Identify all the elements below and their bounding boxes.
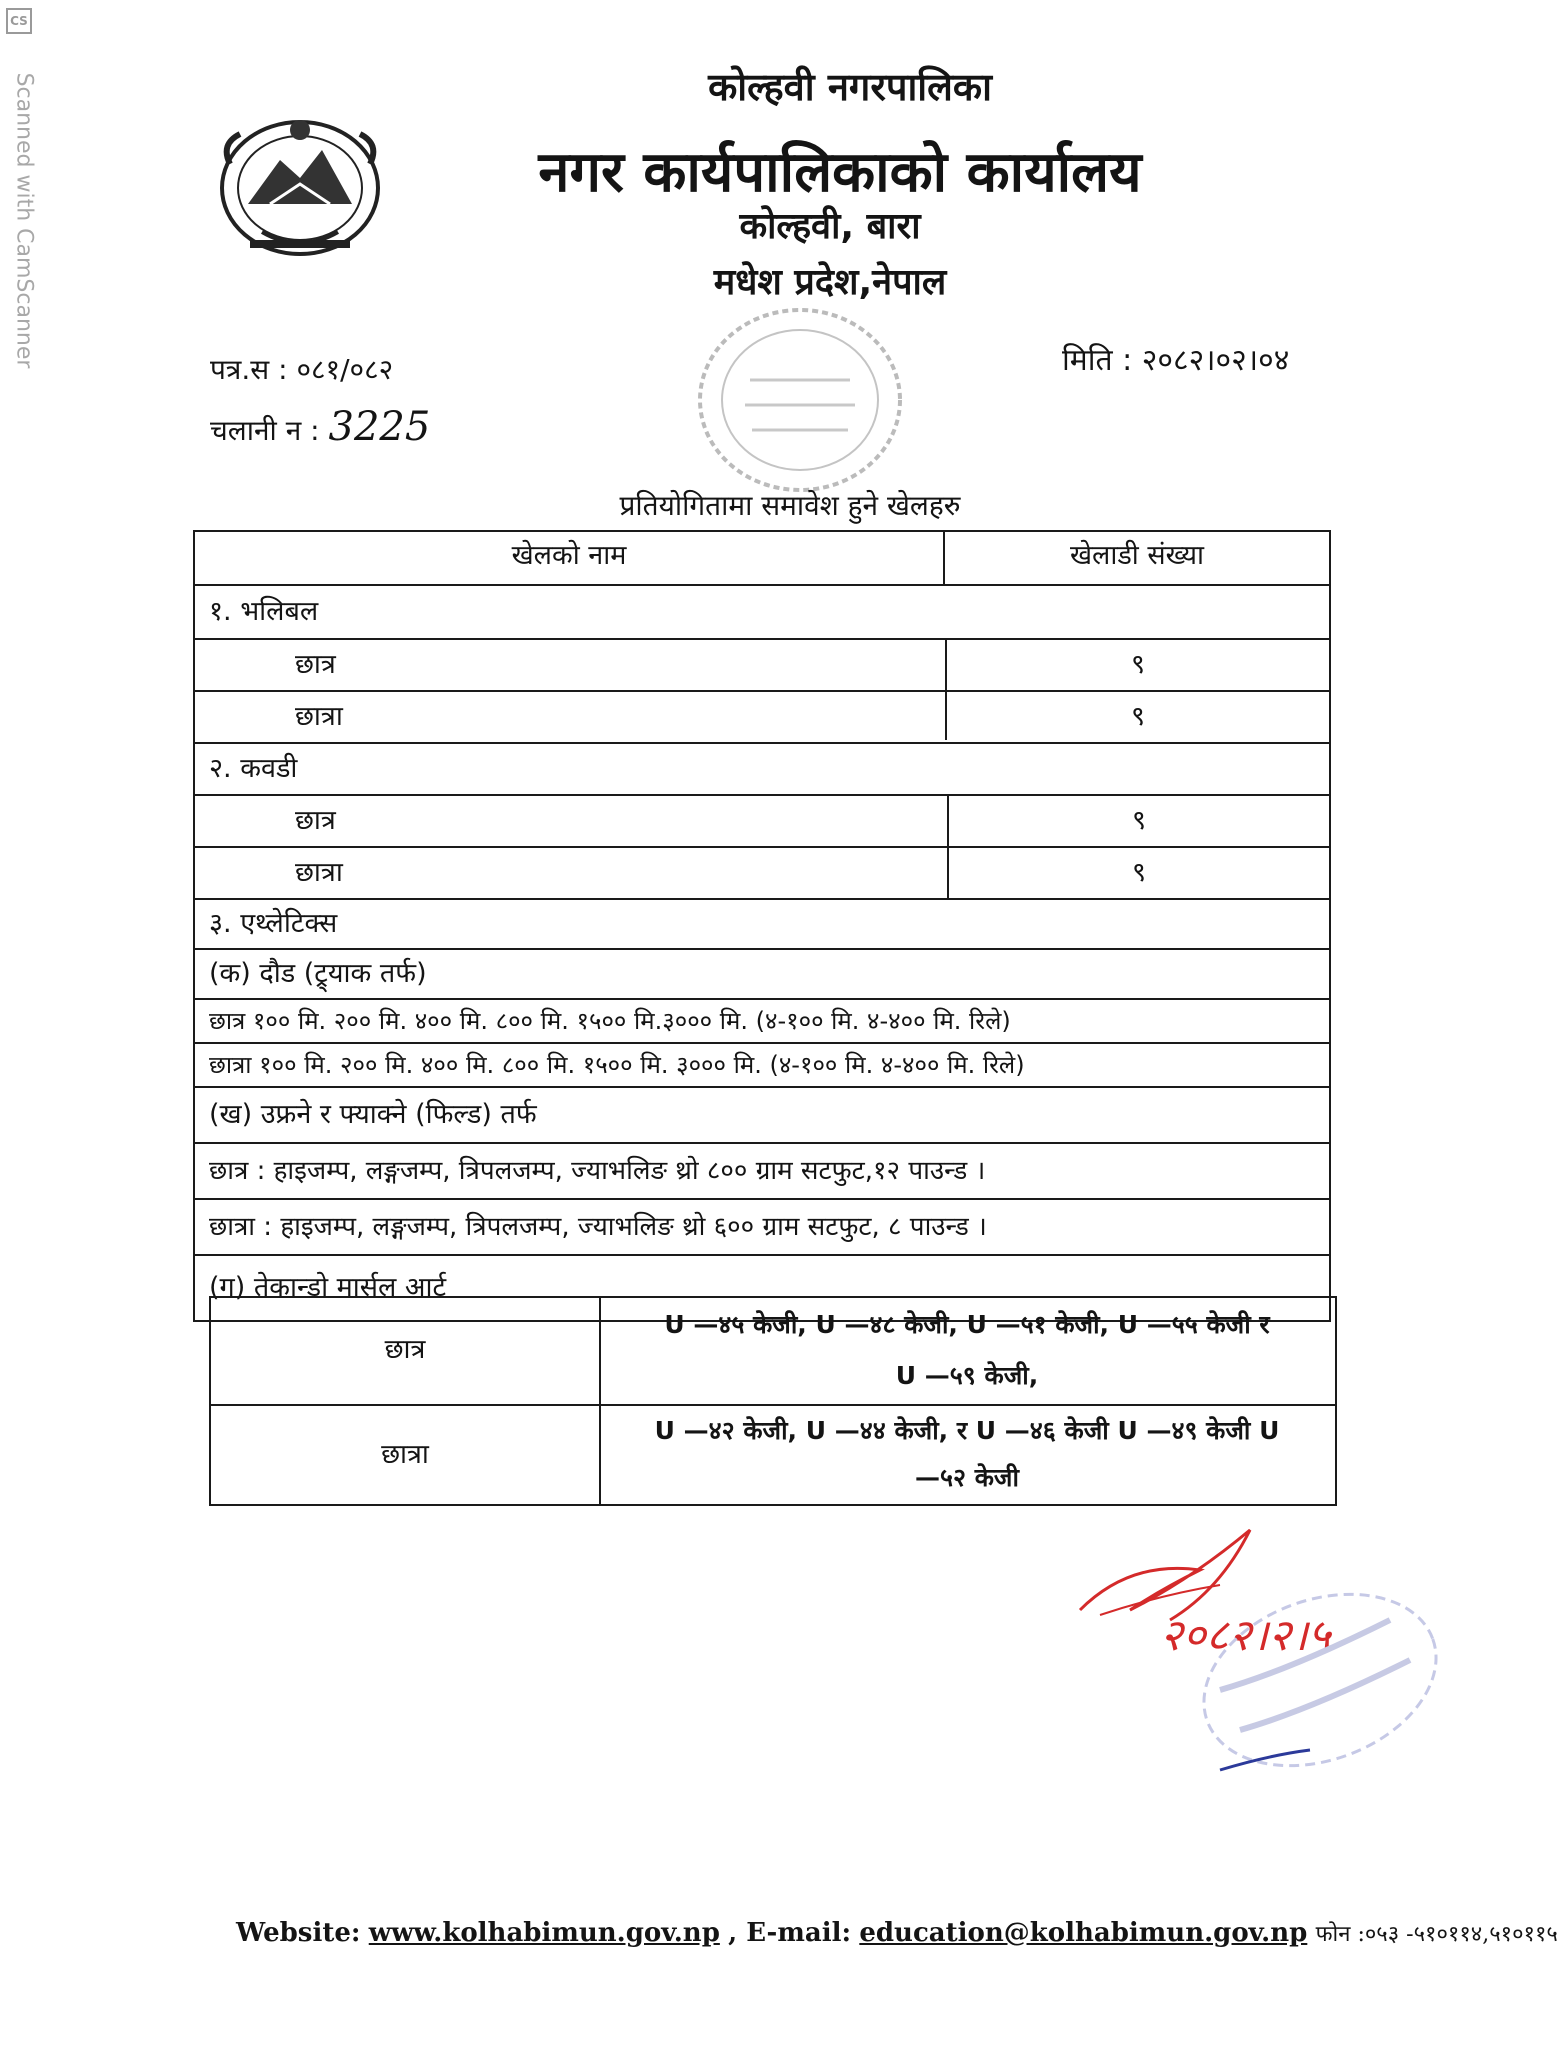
email-link[interactable]: education@kolhabimun.gov.np: [859, 1918, 1308, 1948]
taekwondo-boys-categories-2: U —५९ केजी,: [895, 1361, 1039, 1390]
letter-date: [1062, 338, 1289, 379]
office-stamp-icon: [690, 300, 910, 500]
nepal-emblem-icon: [210, 104, 390, 264]
letter-number: [210, 350, 393, 388]
taekwondo-girls: छात्रा: [211, 1404, 599, 1504]
header-count: खेलाडी संख्या: [1069, 540, 1205, 571]
taekwondo-boys: छात्र: [384, 1334, 426, 1365]
field-girls: छात्रा : हाइजम्प, लङ्गजम्प, त्रिपलजम्प, ज्याभलिङ थ्रो ६०० ग्राम सटफुट, ८ पाउन्ड ।: [195, 1198, 1331, 1254]
taekwondo-girls-categories-1: U —४२ केजी, U —४४ केजी, र U —४६ केजी U —४९ केजी U: [599, 1404, 1335, 1456]
website-label: Website:: [236, 1918, 361, 1948]
kabaddi-title: २. कवडी: [195, 742, 1331, 794]
volleyball-boys: छात्र: [195, 638, 945, 690]
signature-date: २०८२।२।५: [1160, 1610, 1331, 1661]
scanner-watermark: [4, 8, 37, 408]
dispatch-number-value: 3225: [328, 404, 431, 450]
kabaddi-girls: छात्रा: [195, 846, 947, 898]
volleyball-boys-count: ९: [945, 638, 1331, 690]
dispatch-number-label: चलानी न :: [210, 414, 320, 447]
taekwondo-boys-categories-1: U —४५ केजी, U —४८ केजी, U —५१ केजी, U —५५ केजी र: [664, 1310, 1270, 1339]
office-province: मधेश प्रदेश,नेपाल: [713, 262, 947, 303]
taekwondo-table: [209, 1296, 1337, 1506]
kabaddi-boys: छात्र: [195, 794, 947, 846]
phone-number: फोन :०५३ -५१०११४,५१०११५: [1315, 1922, 1558, 1947]
volleyball-girls: छात्रा: [195, 690, 945, 742]
field-boys: छात्र : हाइजम्प, लङ्गजम्प, त्रिपलजम्प, ज्याभलिङ थ्रो ८०० ग्राम सटफुट,१२ पाउन्ड ।: [195, 1142, 1331, 1198]
athletics-title: ३. एथ्लेटिक्स: [195, 898, 1331, 948]
volleyball-title: १. भलिबल: [195, 584, 1331, 638]
date-label: मिति :: [1062, 343, 1133, 378]
track-girls: छात्रा १०० मि. २०० मि. ४०० मि. ८०० मि. १५०० मि. ३००० मि. (४-१०० मि. ४-४०० मि. रिले): [195, 1042, 1331, 1086]
table-caption: प्रतियोगितामा समावेश हुने खेलहरु: [619, 489, 961, 522]
kabaddi-boys-count: ९: [947, 794, 1331, 846]
taekwondo-girls-categories-2: —५२ केजी: [915, 1463, 1019, 1492]
date-value: २०८२।०२।०४: [1141, 343, 1290, 378]
watermark-badge: CS: [6, 8, 32, 34]
watermark-text: Scanned with CamScanner: [11, 72, 37, 369]
office-location: कोल्हवी, बारा: [739, 206, 921, 247]
track-title: (क) दौड (ट्र्याक तर्फ): [195, 948, 1331, 998]
header-name: खेलको नाम: [511, 540, 627, 571]
taekwondo-title: (ग) तेकान्डो मार्सल आर्ट: [195, 1254, 1331, 1320]
volleyball-girls-count: ९: [945, 690, 1331, 742]
field-title: (ख) उफ्रने र फ्याक्ने (फिल्ड) तर्फ: [195, 1086, 1331, 1142]
dispatch-number: [210, 404, 430, 450]
website-link[interactable]: www.kolhabimun.gov.np: [368, 1918, 720, 1948]
sports-table: [193, 530, 1331, 1322]
email-label: , E-mail:: [728, 1918, 852, 1948]
municipality-name: कोल्हवी नगरपालिका: [708, 65, 992, 109]
signature-icon: [1070, 1500, 1450, 1800]
office-title: नगर कार्यपालिकाको कार्यालय: [538, 140, 1142, 205]
footer: [236, 1918, 1558, 1948]
kabaddi-girls-count: ९: [947, 846, 1331, 898]
letter-number-value: ०८१/०८२: [296, 353, 394, 386]
letter-number-label: पत्र.स :: [210, 353, 288, 386]
track-boys: छात्र १०० मि. २०० मि. ४०० मि. ८०० मि. १५०० मि.३००० मि. (४-१०० मि. ४-४०० मि. रिले): [195, 998, 1331, 1042]
